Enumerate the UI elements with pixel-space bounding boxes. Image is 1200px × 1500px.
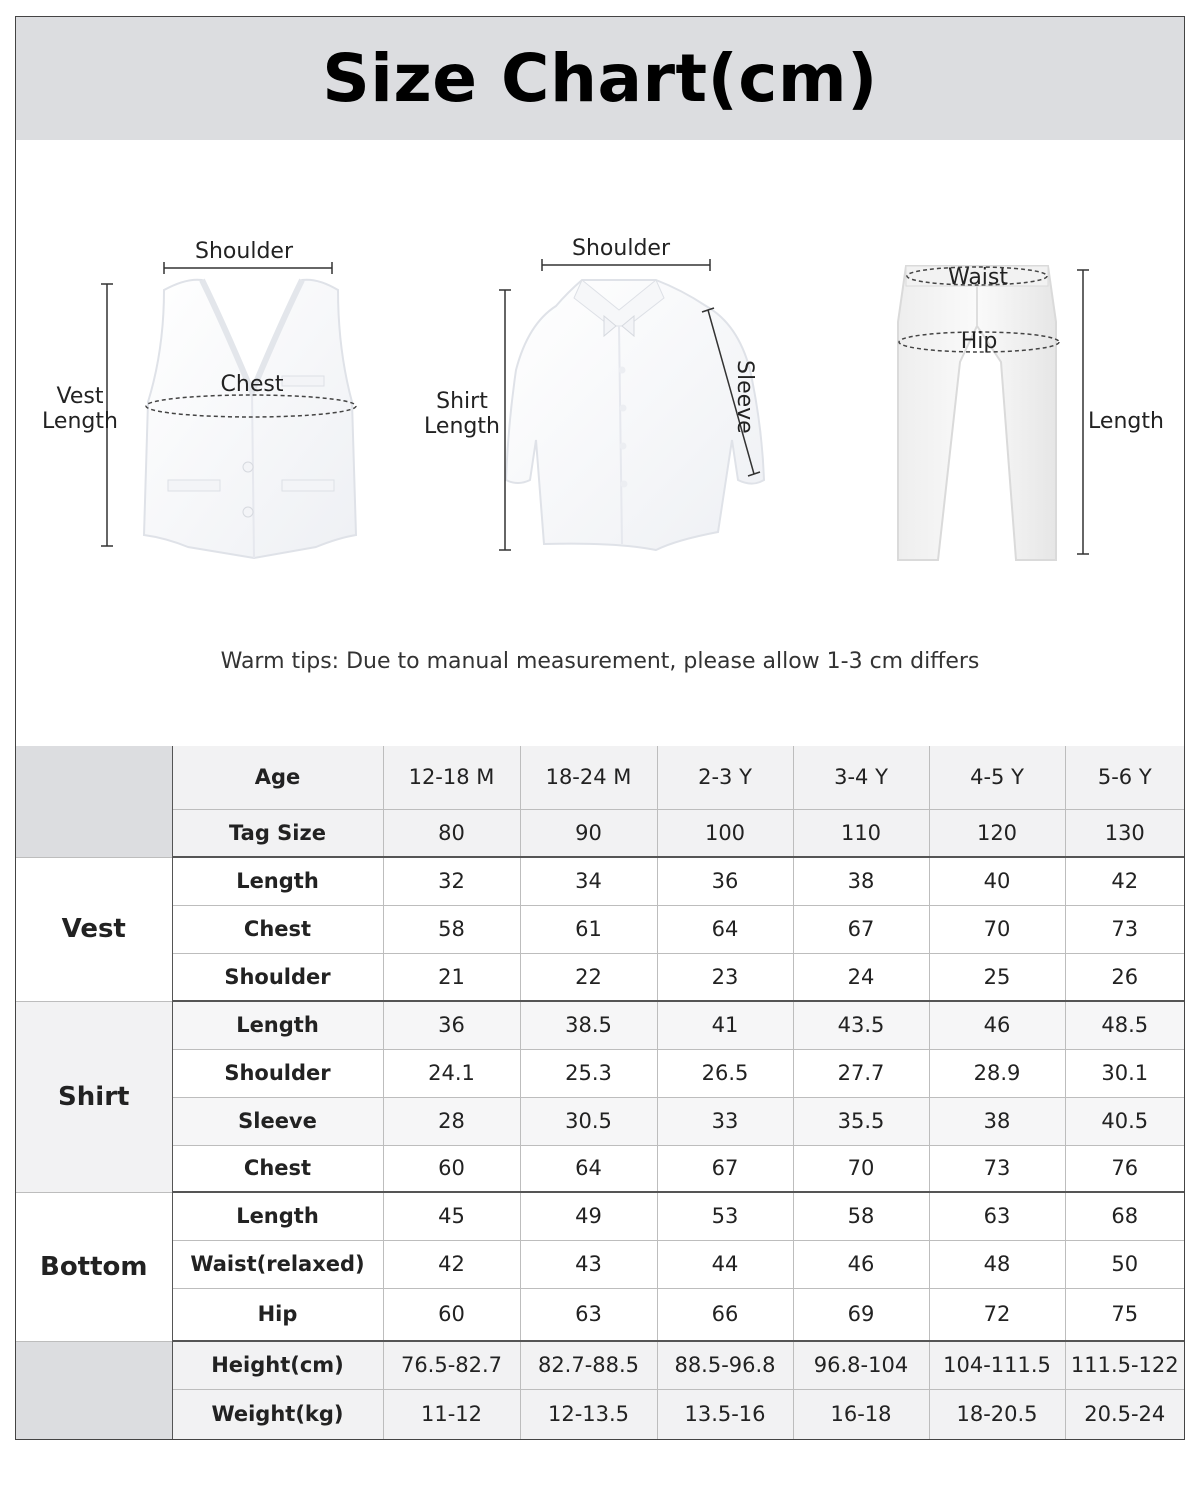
table-cell: 58 <box>383 905 520 953</box>
row-label: Chest <box>172 1145 383 1192</box>
table-cell: 33 <box>657 1097 793 1145</box>
table-cell: 60 <box>383 1145 520 1192</box>
table-cell: 4-5 Y <box>929 746 1065 809</box>
row-label: Hip <box>172 1288 383 1341</box>
table-cell: 3-4 Y <box>793 746 929 809</box>
table-cell: 40.5 <box>1065 1097 1184 1145</box>
table-cell: 12-13.5 <box>520 1389 657 1439</box>
group-label: Bottom <box>16 1192 172 1341</box>
table-cell: 34 <box>520 857 657 905</box>
table-cell: 24 <box>793 953 929 1001</box>
table-row <box>16 1389 1184 1439</box>
table-cell: 38.5 <box>520 1001 657 1049</box>
table-cell: 75 <box>1065 1288 1184 1341</box>
row-label: Length <box>172 857 383 905</box>
table-cell: 24.1 <box>383 1049 520 1097</box>
pants-length-label: Length <box>1088 409 1164 434</box>
table-cell: 30.5 <box>520 1097 657 1145</box>
table-cell: 38 <box>929 1097 1065 1145</box>
table-cell: 18-20.5 <box>929 1389 1065 1439</box>
row-label: Shoulder <box>172 953 383 1001</box>
table-row <box>16 1192 1184 1240</box>
table-cell: 42 <box>1065 857 1184 905</box>
table-cell: 13.5-16 <box>657 1389 793 1439</box>
shirt-shoulder-label: Shoulder <box>572 236 670 261</box>
table-cell: 27.7 <box>793 1049 929 1097</box>
table-cell: 49 <box>520 1192 657 1240</box>
size-table <box>16 746 1184 1440</box>
table-cell: 46 <box>929 1001 1065 1049</box>
table-cell: 23 <box>657 953 793 1001</box>
table-cell: 70 <box>793 1145 929 1192</box>
shirt-length-label-2: Length <box>424 414 500 439</box>
group-label: Vest <box>16 857 172 1001</box>
table-row <box>16 1341 1184 1389</box>
table-cell: 130 <box>1065 809 1184 857</box>
table-cell: 68 <box>1065 1192 1184 1240</box>
table-cell: 35.5 <box>793 1097 929 1145</box>
table-cell: 110 <box>793 809 929 857</box>
table-cell: 61 <box>520 905 657 953</box>
row-label: Age <box>172 746 383 809</box>
table-cell: 46 <box>793 1240 929 1288</box>
table-cell: 43.5 <box>793 1001 929 1049</box>
table-row <box>16 1001 1184 1049</box>
table-cell: 67 <box>793 905 929 953</box>
table-cell: 69 <box>793 1288 929 1341</box>
size-chart <box>15 16 1185 1440</box>
table-cell: 41 <box>657 1001 793 1049</box>
table-cell: 45 <box>383 1192 520 1240</box>
table-cell: 73 <box>1065 905 1184 953</box>
group-label <box>16 746 172 857</box>
table-cell: 38 <box>793 857 929 905</box>
table-cell: 20.5-24 <box>1065 1389 1184 1439</box>
table-row <box>16 1240 1184 1288</box>
table-cell: 48.5 <box>1065 1001 1184 1049</box>
row-label: Waist(relaxed) <box>172 1240 383 1288</box>
table-cell: 16-18 <box>793 1389 929 1439</box>
shirt-image <box>506 280 764 550</box>
vest-length-label-2: Length <box>42 409 118 434</box>
vest-image <box>144 280 356 558</box>
table-cell: 64 <box>520 1145 657 1192</box>
table-cell: 53 <box>657 1192 793 1240</box>
pants-waist-label: Waist <box>947 265 1009 290</box>
table-cell: 21 <box>383 953 520 1001</box>
table-cell: 36 <box>657 857 793 905</box>
group-label: Shirt <box>16 1001 172 1192</box>
table-row <box>16 857 1184 905</box>
table-cell: 25 <box>929 953 1065 1001</box>
table-cell: 76.5-82.7 <box>383 1341 520 1389</box>
table-cell: 30.1 <box>1065 1049 1184 1097</box>
table-cell: 67 <box>657 1145 793 1192</box>
table-cell: 43 <box>520 1240 657 1288</box>
table-cell: 72 <box>929 1288 1065 1341</box>
row-label: Shoulder <box>172 1049 383 1097</box>
table-cell: 58 <box>793 1192 929 1240</box>
table-cell: 26.5 <box>657 1049 793 1097</box>
table-cell: 12-18 M <box>383 746 520 809</box>
table-cell: 63 <box>520 1288 657 1341</box>
table-cell: 11-12 <box>383 1389 520 1439</box>
table-cell: 76 <box>1065 1145 1184 1192</box>
table-cell: 5-6 Y <box>1065 746 1184 809</box>
table-cell: 73 <box>929 1145 1065 1192</box>
table-row <box>16 1288 1184 1341</box>
pants-image <box>898 266 1056 560</box>
group-label <box>16 1341 172 1439</box>
table-cell: 32 <box>383 857 520 905</box>
shirt-length-label-1: Shirt <box>436 389 488 414</box>
table-cell: 28.9 <box>929 1049 1065 1097</box>
table-cell: 50 <box>1065 1240 1184 1288</box>
table-cell: 96.8-104 <box>793 1341 929 1389</box>
table-row <box>16 905 1184 953</box>
table-cell: 48 <box>929 1240 1065 1288</box>
vest-shoulder-label: Shoulder <box>195 239 293 264</box>
table-cell: 63 <box>929 1192 1065 1240</box>
vest-chest-label: Chest <box>220 372 284 397</box>
table-cell: 80 <box>383 809 520 857</box>
table-cell: 2-3 Y <box>657 746 793 809</box>
table-cell: 70 <box>929 905 1065 953</box>
table-cell: 22 <box>520 953 657 1001</box>
table-cell: 90 <box>520 809 657 857</box>
table-cell: 66 <box>657 1288 793 1341</box>
row-label: Chest <box>172 905 383 953</box>
row-label: Sleeve <box>172 1097 383 1145</box>
table-cell: 88.5-96.8 <box>657 1341 793 1389</box>
table-row <box>16 1145 1184 1192</box>
table-cell: 26 <box>1065 953 1184 1001</box>
table-cell: 42 <box>383 1240 520 1288</box>
vest-length-label-1: Vest <box>56 384 104 409</box>
table-cell: 18-24 M <box>520 746 657 809</box>
table-row <box>16 953 1184 1001</box>
shirt-sleeve-label: Sleeve <box>732 360 757 434</box>
table-cell: 60 <box>383 1288 520 1341</box>
table-cell: 40 <box>929 857 1065 905</box>
table-row <box>16 1097 1184 1145</box>
table-cell: 104-111.5 <box>929 1341 1065 1389</box>
table-row <box>16 746 1184 809</box>
table-cell: 64 <box>657 905 793 953</box>
warm-tips-note: Warm tips: Due to manual measurement, please allow 1-3 cm differs <box>220 649 980 674</box>
pants-hip-label: Hip <box>960 329 998 354</box>
row-label: Height(cm) <box>172 1341 383 1389</box>
table-row <box>16 809 1184 857</box>
row-label: Weight(kg) <box>172 1389 383 1439</box>
table-row <box>16 1049 1184 1097</box>
row-label: Length <box>172 1192 383 1240</box>
row-label: Length <box>172 1001 383 1049</box>
table-cell: 111.5-122 <box>1065 1341 1184 1389</box>
table-cell: 25.3 <box>520 1049 657 1097</box>
row-label: Tag Size <box>172 809 383 857</box>
table-cell: 82.7-88.5 <box>520 1341 657 1389</box>
page-title: Size Chart(cm) <box>322 40 878 117</box>
table-cell: 120 <box>929 809 1065 857</box>
title-banner <box>16 17 1184 140</box>
table-cell: 100 <box>657 809 793 857</box>
table-cell: 36 <box>383 1001 520 1049</box>
table-cell: 44 <box>657 1240 793 1288</box>
table-cell: 28 <box>383 1097 520 1145</box>
